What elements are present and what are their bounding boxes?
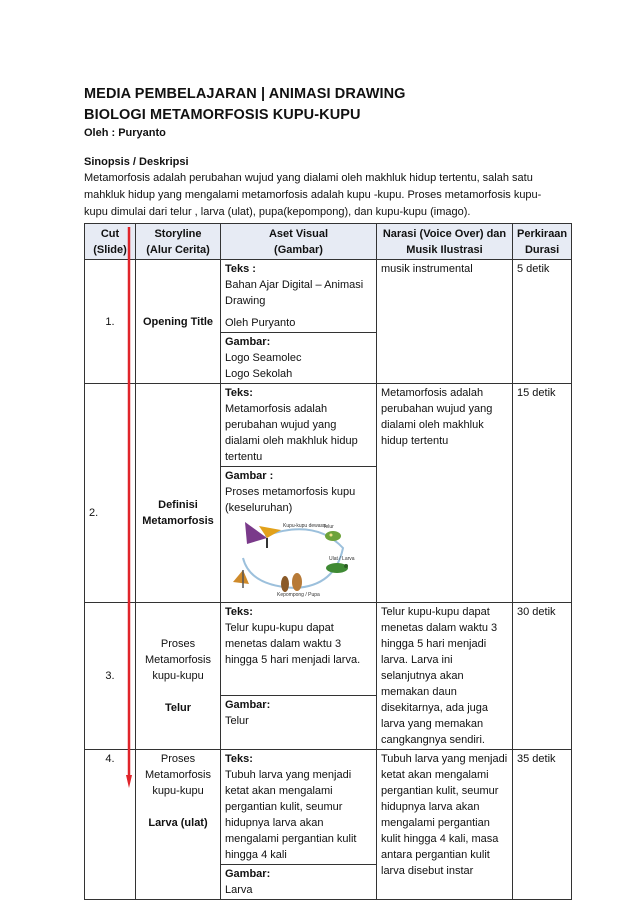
diagram-label: Ulat / Larva — [329, 556, 355, 562]
cut-cell: 1. — [85, 260, 136, 384]
metamorphosis-cycle-image — [225, 518, 365, 598]
gambar-label: Gambar : — [225, 470, 274, 482]
header-storyline: Storyline (Alur Cerita) — [136, 224, 221, 260]
table-row — [85, 260, 572, 333]
visual-image-cell — [221, 865, 377, 900]
cut-cell: 2. — [85, 384, 136, 603]
diagram-label: Telur — [323, 524, 334, 530]
butterfly-icon — [245, 522, 281, 548]
durasi-cell: 15 detik — [513, 384, 572, 603]
document-subtitle: BIOLOGI METAMORFOSIS KUPU-KUPU — [84, 107, 361, 123]
header-visual: Aset Visual (Gambar) — [221, 224, 377, 260]
visual-image-cell — [221, 333, 377, 384]
document-title: MEDIA PEMBELAJARAN | ANIMASI DRAWING — [84, 86, 406, 102]
teks-label: Teks: — [225, 387, 253, 399]
narasi-cell: Tubuh larva yang menjadi ketat akan mengalami pergantian kulit, seumur hidupnya larva akan mengalami pergantian kulit hingga 4 kali, masa antara pergantian kulit larva disebut instar — [377, 750, 513, 900]
storyline-stage: Telur — [164, 702, 192, 714]
gambar-value: Telur — [225, 715, 249, 728]
visual-text-cell — [221, 603, 377, 696]
visual-image-cell — [221, 467, 377, 603]
teks-value: Tubuh larva yang menjadi ketat akan mengalami pergantian kulit, seumur hidupnya larva akan mengalami pergantian kulit hingga 4 kali — [225, 769, 357, 861]
gambar-label: Gambar: — [225, 868, 271, 880]
storyline-stage: Larva (ulat) — [148, 817, 208, 829]
table-header-row — [85, 224, 572, 260]
gambar-label: Gambar: — [225, 699, 271, 712]
storyline-line: kupu-kupu — [152, 670, 204, 682]
table-row — [85, 603, 572, 696]
storyline-line: Metamorfosis — [144, 654, 212, 666]
durasi-cell: 35 detik — [513, 750, 572, 900]
storyline-cell — [136, 603, 221, 750]
visual-image-cell — [221, 696, 377, 750]
gambar-value: Logo Sekolah — [225, 368, 293, 380]
cut-cell: 3. — [85, 603, 136, 750]
gambar-value: Proses metamorfosis kupu (keseluruhan) — [225, 486, 356, 514]
teks-author: Oleh Puryanto — [225, 317, 296, 329]
header-narasi: Narasi (Voice Over) dan Musik Ilustrasi — [377, 224, 513, 260]
teks-label: Teks: — [225, 753, 253, 765]
storyline-line: kupu-kupu — [152, 785, 204, 797]
teks-label: Teks : — [225, 263, 256, 275]
gambar-label: Gambar: — [225, 336, 271, 348]
synopsis-heading: Sinopsis / Deskripsi — [84, 156, 189, 168]
storyline-line: Definisi — [158, 498, 198, 511]
narasi-cell: Metamorfosis adalah perubahan wujud yang dialami oleh makhluk hidup tertentu — [377, 384, 513, 603]
storyboard-table — [84, 223, 572, 900]
storyline-line: Proses — [160, 638, 196, 650]
diagram-label: Kepompong / Pupa — [277, 592, 320, 598]
storyline-line: Metamorfosis — [144, 769, 212, 781]
table-row — [85, 384, 572, 467]
narasi-cell: musik instrumental — [377, 260, 513, 384]
durasi-cell: 30 detik — [513, 603, 572, 750]
header-cut: Cut (Slide) — [85, 224, 136, 260]
teks-value: Bahan Ajar Digital – Animasi Drawing — [225, 279, 364, 307]
emerging-butterfly-icon — [233, 570, 249, 588]
gambar-value: Logo Seamolec — [225, 352, 302, 364]
teks-label: Teks: — [225, 606, 253, 618]
table-row — [85, 750, 572, 865]
narasi-cell: Telur kupu-kupu dapat menetas dalam waktu 3 hingga 5 hari menjadi larva. Larva ini selanjutnya akan memakan daun disekitarnya, ada juga larva yang memakan cangkangnya sendiri. — [377, 603, 513, 750]
durasi-cell: 5 detik — [513, 260, 572, 384]
visual-text-cell — [221, 260, 377, 333]
gambar-value: Larva — [225, 884, 253, 896]
pupa-icon — [281, 573, 302, 592]
storyline-cell: Opening Title — [136, 260, 221, 384]
teks-value: Metamorfosis adalah perubahan wujud yang dialami oleh makhluk hidup tertentu — [225, 403, 358, 463]
visual-text-cell — [221, 384, 377, 467]
egg-icon — [325, 531, 341, 541]
timeline-arrow-icon — [126, 227, 132, 788]
synopsis-text: Metamorfosis adalah perubahan wujud yang dialami oleh makhluk hidup tertentu, salah satu mahkluk hidup yang mengalami metamorfosis adalah kupu -kupu. Proses metamorfosis kupu-kupu dimulai dari telur , larva (ulat), pupa(kepompong), dan kupu-kupu (imago). — [84, 172, 542, 218]
teks-value: Telur kupu-kupu dapat menetas dalam waktu 3 hingga 5 hari menjadi larva. — [225, 622, 361, 666]
header-durasi: Perkiraan Durasi — [513, 224, 572, 260]
storyline-line: Proses — [160, 753, 196, 765]
author-line: Oleh : Puryanto — [84, 127, 166, 139]
cut-cell: 4. — [85, 750, 136, 900]
storyline-cell — [136, 384, 221, 603]
storyline-line: Metamorfosis — [142, 514, 214, 527]
diagram-label: Kupu-kupu dewasa — [283, 523, 326, 529]
visual-text-cell — [221, 750, 377, 865]
larva-icon — [326, 563, 348, 573]
storyline-cell — [136, 750, 221, 900]
